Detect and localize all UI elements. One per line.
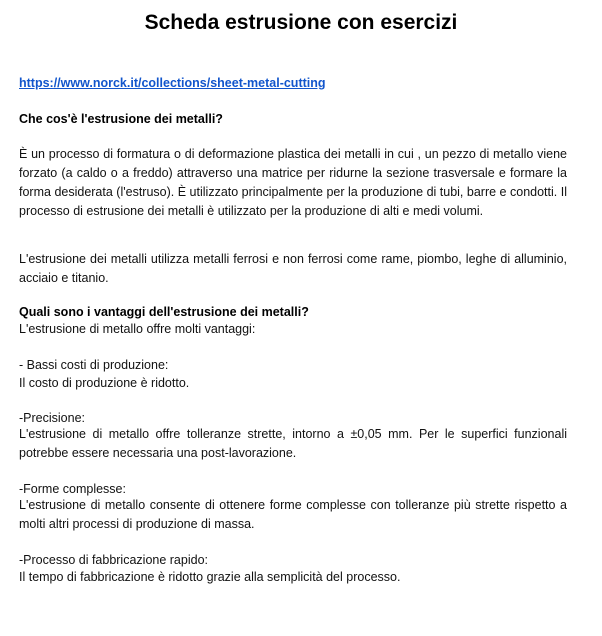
advantage-title-costs: - Bassi costi di produzione: bbox=[19, 358, 169, 372]
advantage-text-fast-process: Il tempo di fabbricazione è ridotto grazie alla semplicità del processo. bbox=[19, 570, 401, 584]
advantage-title-fast-process: -Processo di fabbricazione rapido: bbox=[19, 553, 208, 567]
section-heading-what-is: Che cos'è l'estrusione dei metalli? bbox=[19, 112, 223, 126]
section-heading-advantages: Quali sono i vantaggi dell'estrusione dei metalli? bbox=[19, 305, 309, 319]
materials-paragraph: L'estrusione dei metalli utilizza metalli ferrosi e non ferrosi come rame, piombo, leghe di alluminio, acciaio e titanio. bbox=[19, 252, 567, 285]
document-title: Scheda estrusione con esercizi bbox=[144, 11, 458, 34]
definition-paragraph: È un processo di formatura o di deformazione plastica dei metalli in cui , un pezzo di metallo viene forzato (a caldo o a freddo) attraverso una matrice per ridurne la sezione trasversale e formare la forma desiderata (l'estruso). È utilizzato principalmente per la produzione di tubi, barre e condotti. Il processo di estrusione dei metalli è utilizzato per la produzione di alti e medi volumi. bbox=[19, 147, 567, 218]
source-link[interactable]: https://www.norck.it/collections/sheet-metal-cutting bbox=[19, 76, 326, 90]
advantage-text-costs: Il costo di produzione è ridotto. bbox=[19, 376, 190, 390]
advantage-title-precision: -Precisione: bbox=[19, 411, 85, 425]
advantages-intro: L'estrusione di metallo offre molti vantaggi: bbox=[19, 322, 256, 336]
advantage-text-complex-shapes: L'estrusione di metallo consente di ottenere forme complesse con tolleranze più strette rispetto a molti altri processi di produzione di massa. bbox=[19, 498, 567, 531]
advantage-text-precision: L'estrusione di metallo offre tolleranze strette, intorno a ±0,05 mm. Per le superfici funzionali potrebbe essere necessaria una post-lavorazione. bbox=[19, 427, 567, 460]
advantage-title-complex-shapes: -Forme complesse: bbox=[19, 482, 126, 496]
